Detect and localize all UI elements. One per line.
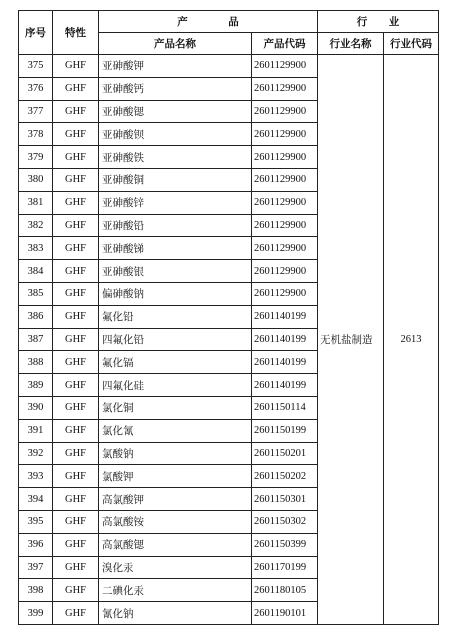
- header-product-group: 产 品: [99, 11, 318, 33]
- row-product-code: 2601150302: [252, 510, 318, 533]
- table-body: [19, 55, 439, 625]
- industry-name-cell: 无机盐制造: [318, 55, 384, 625]
- row-feature: GHF: [53, 328, 99, 351]
- row-feature: GHF: [53, 442, 99, 465]
- row-feature: GHF: [53, 237, 99, 260]
- row-seq: 376: [19, 77, 53, 100]
- row-product-code: 2601140199: [252, 328, 318, 351]
- row-seq: 398: [19, 579, 53, 602]
- row-seq: 396: [19, 533, 53, 556]
- row-product-code: 2601150199: [252, 419, 318, 442]
- row-feature: GHF: [53, 579, 99, 602]
- row-product-code: 2601129900: [252, 168, 318, 191]
- industry-code-cell: 2613: [384, 55, 439, 625]
- row-product-name: 亚砷酸钾: [99, 55, 252, 78]
- row-product-name: 氯酸钠: [99, 442, 252, 465]
- row-product-code: 2601129900: [252, 123, 318, 146]
- row-product-name: 亚砷酸铁: [99, 146, 252, 169]
- row-seq: 386: [19, 305, 53, 328]
- row-product-code: 2601129900: [252, 146, 318, 169]
- row-product-name: 偏砷酸钠: [99, 282, 252, 305]
- row-seq: 387: [19, 328, 53, 351]
- row-product-name: 高氯酸锶: [99, 533, 252, 556]
- row-seq: 390: [19, 396, 53, 419]
- row-product-code: 2601129900: [252, 282, 318, 305]
- row-seq: 393: [19, 465, 53, 488]
- row-seq: 399: [19, 602, 53, 625]
- row-feature: GHF: [53, 556, 99, 579]
- row-feature: GHF: [53, 602, 99, 625]
- row-feature: GHF: [53, 191, 99, 214]
- row-product-name: 氯酸钾: [99, 465, 252, 488]
- row-seq: 389: [19, 374, 53, 397]
- row-seq: 392: [19, 442, 53, 465]
- row-feature: GHF: [53, 282, 99, 305]
- row-product-code: 2601150301: [252, 488, 318, 511]
- row-seq: 377: [19, 100, 53, 123]
- row-product-code: 2601150399: [252, 533, 318, 556]
- row-feature: GHF: [53, 77, 99, 100]
- row-seq: 388: [19, 351, 53, 374]
- row-product-code: 2601129900: [252, 100, 318, 123]
- header-industry-group: 行 业: [318, 11, 439, 33]
- row-feature: GHF: [53, 396, 99, 419]
- row-product-name: 氯化氰: [99, 419, 252, 442]
- row-product-name: 亚砷酸锑: [99, 237, 252, 260]
- row-product-code: 2601180105: [252, 579, 318, 602]
- row-feature: GHF: [53, 488, 99, 511]
- row-seq: 395: [19, 510, 53, 533]
- row-product-code: 2601150114: [252, 396, 318, 419]
- header-product-name: 产品名称: [99, 33, 252, 55]
- row-feature: GHF: [53, 123, 99, 146]
- row-product-name: 氟化镉: [99, 351, 252, 374]
- row-feature: GHF: [53, 100, 99, 123]
- header-industry-name: 行业名称: [318, 33, 384, 55]
- row-feature: GHF: [53, 510, 99, 533]
- row-product-name: 四氟化硅: [99, 374, 252, 397]
- row-product-code: 2601140199: [252, 305, 318, 328]
- table-row: [19, 55, 439, 78]
- table-header: [19, 11, 439, 55]
- row-feature: GHF: [53, 260, 99, 283]
- row-product-code: 2601129900: [252, 237, 318, 260]
- header-feature: 特性: [53, 11, 99, 55]
- row-product-name: 氯化铜: [99, 396, 252, 419]
- row-product-name: 氰化钠: [99, 602, 252, 625]
- row-product-name: 亚砷酸锶: [99, 100, 252, 123]
- row-feature: GHF: [53, 305, 99, 328]
- row-product-name: 亚砷酸钡: [99, 123, 252, 146]
- row-product-code: 2601140199: [252, 374, 318, 397]
- row-product-code: 2601129900: [252, 260, 318, 283]
- row-seq: 379: [19, 146, 53, 169]
- row-feature: GHF: [53, 419, 99, 442]
- row-feature: GHF: [53, 168, 99, 191]
- row-product-code: 2601150201: [252, 442, 318, 465]
- row-product-name: 亚砷酸钙: [99, 77, 252, 100]
- row-product-code: 2601129900: [252, 55, 318, 78]
- row-product-name: 亚砷酸铅: [99, 214, 252, 237]
- row-feature: GHF: [53, 146, 99, 169]
- header-product-code: 产品代码: [252, 33, 318, 55]
- row-feature: GHF: [53, 351, 99, 374]
- product-industry-table: [18, 10, 439, 625]
- row-product-code: 2601150202: [252, 465, 318, 488]
- row-product-name: 高氯酸铵: [99, 510, 252, 533]
- row-product-name: 溴化汞: [99, 556, 252, 579]
- row-seq: 394: [19, 488, 53, 511]
- row-seq: 382: [19, 214, 53, 237]
- row-feature: GHF: [53, 374, 99, 397]
- row-product-name: 高氯酸钾: [99, 488, 252, 511]
- row-product-code: 2601129900: [252, 77, 318, 100]
- row-product-name: 二碘化汞: [99, 579, 252, 602]
- row-product-name: 四氟化铅: [99, 328, 252, 351]
- row-feature: GHF: [53, 55, 99, 78]
- row-seq: 383: [19, 237, 53, 260]
- row-seq: 380: [19, 168, 53, 191]
- row-product-name: 亚砷酸锌: [99, 191, 252, 214]
- row-seq: 384: [19, 260, 53, 283]
- header-industry-code: 行业代码: [384, 33, 439, 55]
- row-product-name: 亚砷酸铜: [99, 168, 252, 191]
- row-product-code: 2601190101: [252, 602, 318, 625]
- row-product-code: 2601129900: [252, 191, 318, 214]
- row-seq: 397: [19, 556, 53, 579]
- row-product-code: 2601170199: [252, 556, 318, 579]
- row-product-name: 亚砷酸银: [99, 260, 252, 283]
- row-seq: 375: [19, 55, 53, 78]
- row-product-code: 2601129900: [252, 214, 318, 237]
- row-seq: 378: [19, 123, 53, 146]
- row-seq: 381: [19, 191, 53, 214]
- header-seq: 序号: [19, 11, 53, 55]
- row-seq: 385: [19, 282, 53, 305]
- row-product-code: 2601140199: [252, 351, 318, 374]
- row-seq: 391: [19, 419, 53, 442]
- row-feature: GHF: [53, 214, 99, 237]
- row-feature: GHF: [53, 533, 99, 556]
- row-feature: GHF: [53, 465, 99, 488]
- row-product-name: 氟化铅: [99, 305, 252, 328]
